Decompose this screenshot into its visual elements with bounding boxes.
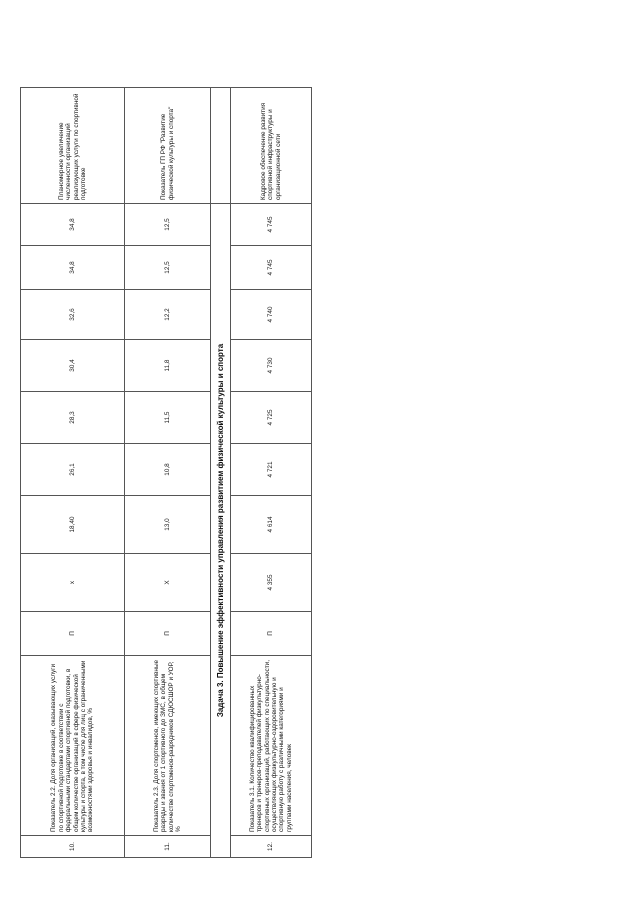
value-cell: 11,5 [125, 392, 211, 444]
task-heading-row [211, 88, 231, 858]
value-cell: 4 721 [231, 444, 312, 496]
note-cell: Планомерное увеличение численности организаций реализующих услуги по спортивной подготовке [21, 88, 125, 204]
indicator-name: Показатель 2.3. Доля спортсменов, имеющих спортивные разряды и звания от 1 спортивного до ЗМС, в общем количестве спортсменов-разрядников СДЮСШОР и УОР, % [125, 656, 211, 836]
indicator-type: П [21, 612, 125, 656]
value-cell: 4 614 [231, 496, 312, 554]
table-row [125, 88, 211, 858]
value-cell: X [125, 554, 211, 612]
note-cell: Показатель ГП РФ "Развитие физической культуры и спорта" [125, 88, 211, 204]
value-cell: 4 725 [231, 392, 312, 444]
value-cell: 4 730 [231, 340, 312, 392]
note-cell: Кадровое обеспечение развития спортивной инфраструктуры и организационной сети [231, 88, 312, 204]
value-cell: 12,5 [125, 246, 211, 290]
task-heading: Задача 3. Повышение эффективности управления развитием физической культуры и спорта [211, 204, 231, 858]
value-cell: 4 745 [231, 246, 312, 290]
value-cell: 12,5 [125, 204, 211, 246]
value-cell: 11,8 [125, 340, 211, 392]
value-cell: 32,6 [21, 290, 125, 340]
indicator-type: П [125, 612, 211, 656]
indicator-name: Показатель 3.1. Количество квалифицированных тренеров и тренеров-преподавателей физкультурно-спортивных организаций, работающих по специальности, осуществляющих физкультурно-оздоровительную и спортивную работу с различными категориями и группами населения, человек [231, 656, 312, 836]
row-number: 12. [231, 836, 312, 858]
value-cell: 34,8 [21, 246, 125, 290]
row-number: 10. [21, 836, 125, 858]
value-cell: 4 355 [231, 554, 312, 612]
value-cell: 28,3 [21, 392, 125, 444]
row-number: 11. [125, 836, 211, 858]
task-heading-blank [211, 88, 231, 204]
indicator-name: Показатель 2.2. Доля организаций, оказывающих услуги по спортивной подготовке в соответствии с федеральными стандартами спортивной подготовки, в общем количестве организаций в сфере физической культуры и спорта, в том числе для лиц с ограниченными возможностями здоровья и инвалидов, % [21, 656, 125, 836]
rotated-table-container [20, 88, 312, 858]
indicators-table [20, 87, 312, 858]
value-cell: 30,4 [21, 340, 125, 392]
value-cell: 4 740 [231, 290, 312, 340]
value-cell: 12,2 [125, 290, 211, 340]
value-cell: 4 745 [231, 204, 312, 246]
indicator-type: П [231, 612, 312, 656]
value-cell: 34,8 [21, 204, 125, 246]
value-cell: 26,1 [21, 444, 125, 496]
table-row [21, 88, 125, 858]
value-cell: 13,0 [125, 496, 211, 554]
value-cell: 18,40 [21, 496, 125, 554]
value-cell: x [21, 554, 125, 612]
value-cell: 10,8 [125, 444, 211, 496]
table-row [231, 88, 312, 858]
